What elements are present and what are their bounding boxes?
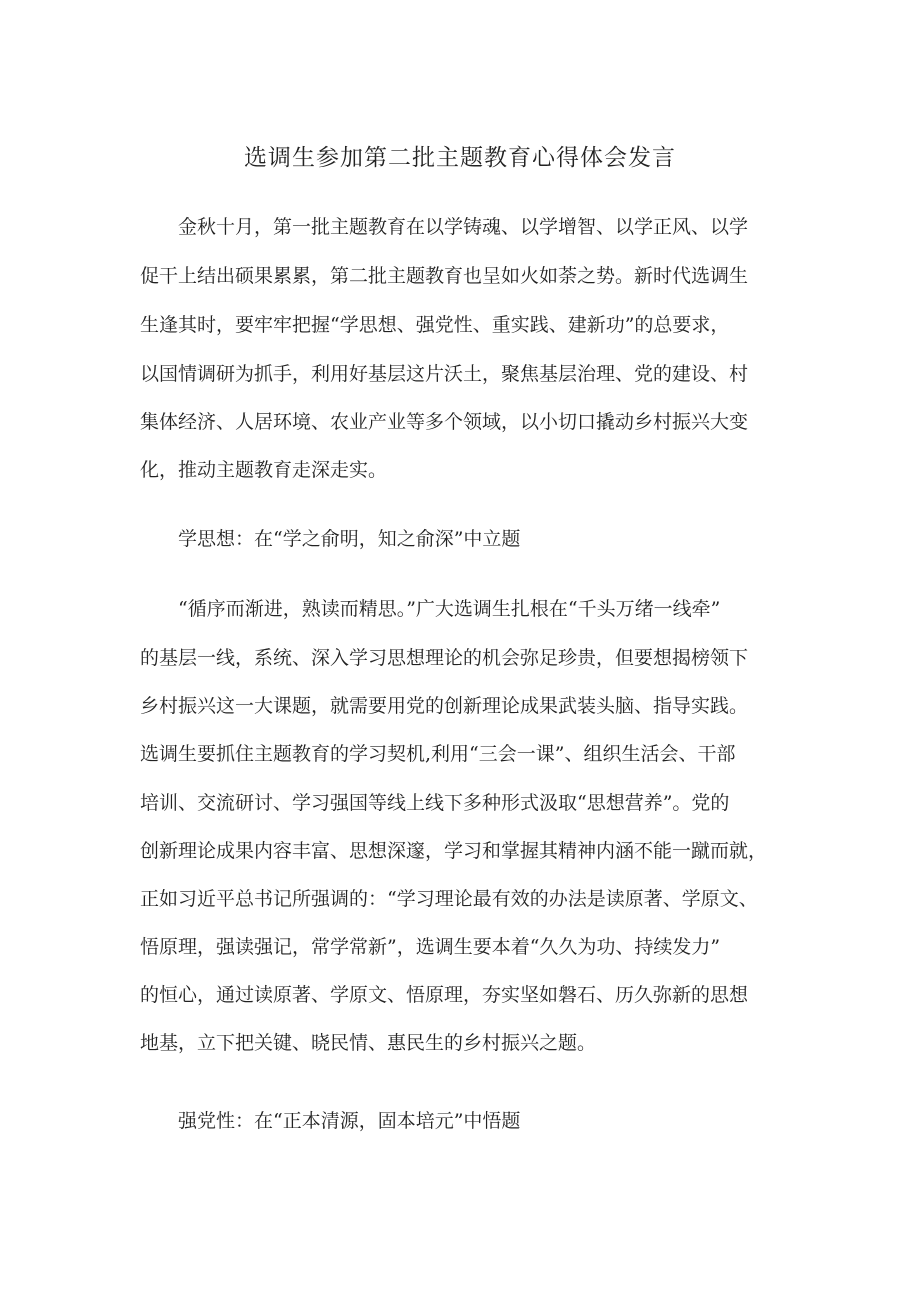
- paragraph2-line: 培训、交流研讨、学习强国等线上线下多种形式汲取“思想营养”。党的: [140, 792, 730, 814]
- paragraph2-line: 选调生要抓住主题教育的学习契机,利用“三会一课”、组织生活会、干部: [140, 743, 736, 765]
- paragraph1-line: 促干上结出硕果累累，第二批主题教育也呈如火如荼之势。新时代选调生: [140, 265, 749, 287]
- section-heading: 学思想：在“学之俞明，知之俞深”中立题: [178, 528, 521, 550]
- paragraph1-line: 金秋十月，第一批主题教育在以学铸魂、以学增智、以学正风、以学: [178, 216, 749, 238]
- paragraph2-line: 地基，立下把关键、晓民情、惠民生的乡村振兴之题。: [140, 1032, 597, 1054]
- paragraph2-line: “循序而渐进，熟读而精思。”广大选调生扎根在“千头万绪一线牵”: [178, 598, 721, 620]
- section-heading: 强党性：在“正本清源，固本培元”中悟题: [178, 1110, 521, 1132]
- paragraph2-line: 的恒心，通过读原著、学原文、悟原理，夯实坚如磐石、历久弥新的思想: [140, 984, 749, 1006]
- paragraph1-line: 化，推动主题教育走深走实。: [140, 459, 388, 481]
- paragraph2-line: 创新理论成果内容丰富、思想深邃，学习和掌握其精神内涵不能一蹴而就，: [140, 840, 768, 862]
- paragraph2-line: 正如习近平总书记所强调的：“学习理论最有效的办法是读原著、学原文、: [140, 888, 758, 910]
- paragraph2-line: 悟原理，强读强记，常学常新”，选调生要本着“久久为功、持续发力”: [140, 936, 721, 958]
- paragraph1-line: 集体经济、人居环境、农业产业等多个领域，以小切口撬动乡村振兴大变: [140, 411, 749, 433]
- paragraph2-line: 乡村振兴这一大课题，就需要用党的创新理论成果武装头脑、指导实践。: [140, 695, 749, 717]
- paragraph1-line: 生逢其时，要牢牢把握“学思想、强党性、重实践、建新功”的总要求，: [140, 314, 730, 336]
- document-title: 选调生参加第二批主题教育心得体会发言: [244, 145, 676, 171]
- paragraph2-line: 的基层一线，系统、深入学习思想理论的机会弥足珍贵，但要想揭榜领下: [140, 647, 749, 669]
- paragraph1-line: 以国情调研为抓手，利用好基层这片沃土，聚焦基层治理、党的建设、村: [140, 363, 749, 385]
